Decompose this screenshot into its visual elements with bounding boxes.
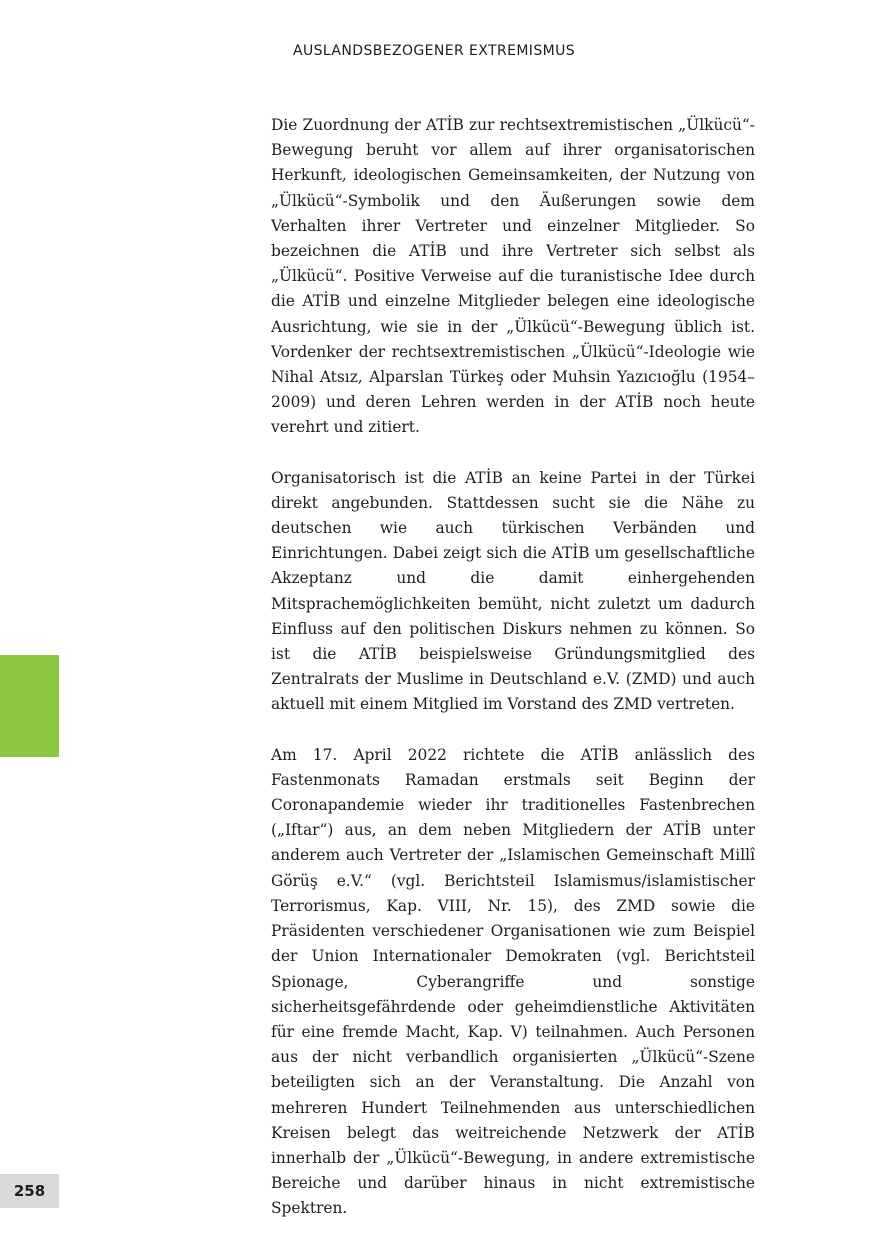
- paragraph-3: Am 17. April 2022 richtete die ATİB anlässlich des Fastenmonats Ramadan erstmals seit Beginn der Coronapandemie wieder ihr traditionelles Fastenbrechen („Iftar“) aus, an dem neben Mitgliedern der ATİB unter anderem auch Vertreter der „Islamischen Gemeinschaft Millî Görüş e.V.“ (vgl. Berichtsteil Islamismus/islamistischer Terrorismus, Kap. VIII, Nr. 15), des ZMD sowie die Präsidenten verschiedener Organisationen wie zum Beispiel der Union Internationaler Demokraten (vgl. Berichtsteil Spionage, Cyberangriffe und sonstige sicherheitsgefährdende oder geheimdienstliche Aktivitäten für eine fremde Macht, Kap. V) teilnahmen. Auch Personen aus der nicht verbandlich organisierten „Ülkücü“-Szene beteiligten sich an der Veranstaltung. Die Anzahl von mehreren Hundert Teilnehmenden aus unterschiedlichen Kreisen belegt das weitreichende Netzwerk der ATİB innerhalb der „Ülkücü“-Bewegung, in andere extremistische Bereiche und darüber hinaus in nicht extremistische Spektren.: [271, 745, 755, 1218]
- running-header: AUSLANDSBEZOGENER EXTREMISMUS: [293, 43, 576, 59]
- paragraph-1: Die Zuordnung der ATİB zur rechtsextremistischen „Ülkücü“-Bewegung beruht vor allem auf ihrer organisatorischen Herkunft, ideologischen Gemeinsamkeiten, der Nutzung von „Ülkücü“-Symbolik und den Äußerungen sowie dem Verhalten ihrer Vertreter und einzelner Mitglieder. So bezeichnen die ATİB und ihre Vertreter sich selbst als „Ülkücü“. Positive Verweise auf die turanistische Idee durch die ATİB und einzelne Mitglieder belegen eine ideologische Ausrichtung, wie sie in der „Ülkücü“-Bewegung üblich ist. Vordenker der rechtsextremistischen „Ülkücü“-Ideologie wie Nihal Atsız, Alparslan Türkeş oder Muhsin Yazıcıoğlu (1954–2009) und deren Lehren werden in der ATİB noch heute verehrt und zitiert.: [271, 116, 755, 437]
- chapter-color-marker: [0, 655, 59, 757]
- page-number: 258: [0, 1174, 59, 1208]
- body-text: [271, 113, 755, 1247]
- paragraph-2: Organisatorisch ist die ATİB an keine Partei in der Türkei direkt angebunden. Stattdessen sucht sie die Nähe zu deutschen wie auch türkischen Verbänden und Einrichtungen. Dabei zeigt sich die ATİB um gesellschaftliche Akzeptanz und die damit einhergehenden Mitsprachemöglichkeiten bemüht, nicht zuletzt um dadurch Einfluss auf den politischen Diskurs nehmen zu können. So ist die ATİB beispielsweise Gründungsmitglied des Zentralrats der Muslime in Deutschland e.V. (ZMD) und auch aktuell mit einem Mitglied im Vorstand des ZMD vertreten.: [271, 468, 755, 714]
